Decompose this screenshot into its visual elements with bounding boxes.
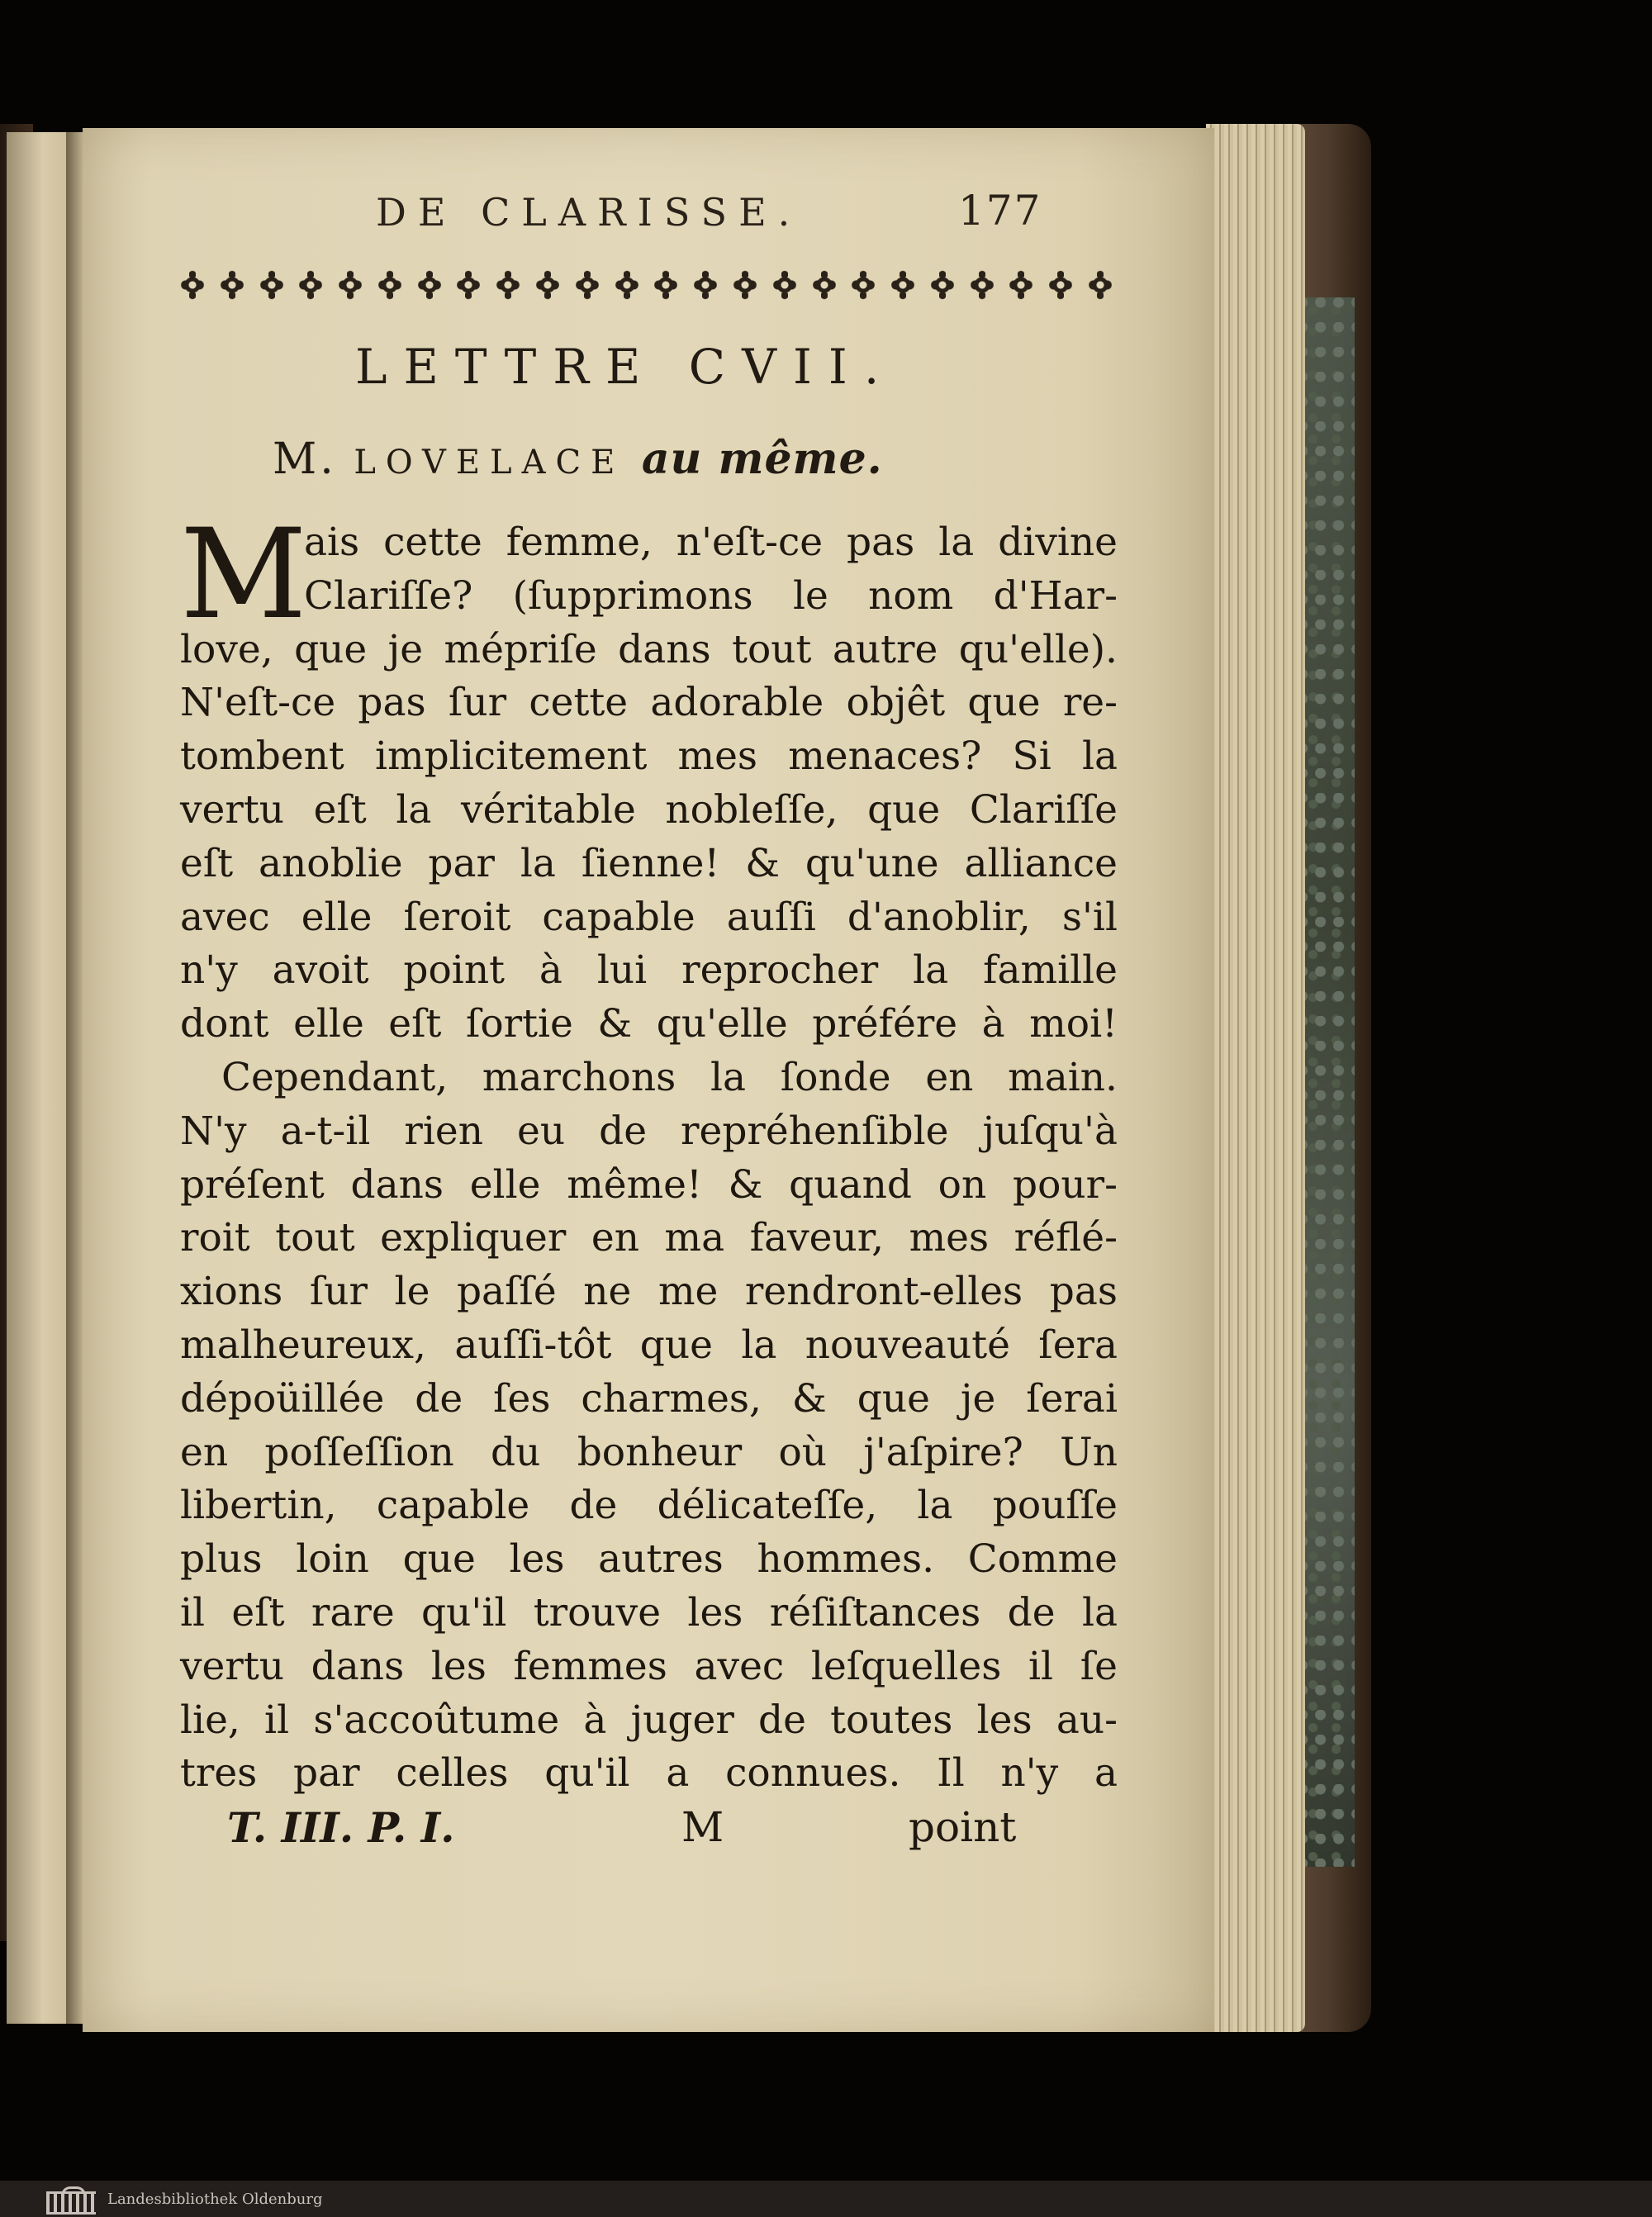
fleuron-ornament-icon bbox=[533, 270, 563, 300]
text-line: vertu eſt la véritable nobleſſe, que Clariſſe bbox=[180, 786, 1118, 833]
fleuron-ornament-icon bbox=[296, 270, 325, 300]
running-head bbox=[83, 187, 1214, 256]
correspondent-suffix: au même. bbox=[641, 434, 883, 484]
text-line: n'y avoit point à lui reprocher la famille bbox=[180, 947, 1118, 994]
fleuron-ornament-icon bbox=[493, 270, 523, 300]
fleuron-ornament-icon bbox=[217, 270, 247, 300]
text-line: malheureux, auſſi-tôt que la nouveauté ſera bbox=[180, 1322, 1118, 1368]
text-line: tres par celles qu'il a connues. Il n'y a bbox=[180, 1750, 1118, 1797]
fleuron-ornament-icon bbox=[572, 270, 602, 300]
text-line: vertu dans les femmes avec leſquelles il ſe bbox=[180, 1643, 1118, 1689]
fleuron-ornament-icon bbox=[730, 270, 760, 300]
text-line: dont elle eſt ſortie & qu'elle préfére à moi! bbox=[180, 1001, 1118, 1047]
drop-cap: M bbox=[180, 503, 307, 647]
catchword: point bbox=[909, 1803, 1017, 1851]
text-line: N'y a-t-il rien eu de repréhenſible juſqu'à bbox=[180, 1108, 1118, 1154]
signature-letter: M bbox=[681, 1803, 724, 1851]
fleuron-ornament-icon bbox=[375, 270, 405, 300]
text-line: avec elle ſeroit capable auſſi d'anoblir, s'il bbox=[180, 894, 1118, 940]
fleuron-ornament-icon bbox=[691, 270, 720, 300]
fleuron-ornament-icon bbox=[770, 270, 800, 300]
fleuron-ornament-icon bbox=[928, 270, 957, 300]
fleuron-ornament-icon bbox=[612, 270, 642, 300]
letter-body bbox=[180, 503, 1118, 1801]
text-line: love, que je mépriſe dans tout autre qu'elle). bbox=[180, 626, 1118, 672]
fleuron-ornament-icon bbox=[888, 270, 918, 300]
text-line: dépoüillée de ſes charmes, & que je ſerai bbox=[180, 1375, 1118, 1422]
text-line: eſt anoblie par la ſienne! & qu'une alliance bbox=[180, 840, 1118, 886]
text-line: libertin, capable de délicateſſe, la pouſſe bbox=[180, 1483, 1118, 1529]
correspondents-heading bbox=[273, 434, 883, 484]
fleuron-ornament-icon bbox=[809, 270, 839, 300]
text-line: xions ſur le paſſé ne me rendront-elles pas bbox=[180, 1269, 1118, 1315]
library-name: Landesbibliothek Oldenburg bbox=[107, 2190, 323, 2208]
fleuron-ornament-icon bbox=[1006, 270, 1036, 300]
fleuron-ornament-icon bbox=[967, 270, 997, 300]
text-line: en poſſeſſion du bonheur où j'aſpire? Un bbox=[180, 1429, 1118, 1475]
signature-mark: T. III. P. I. bbox=[227, 1803, 455, 1852]
previous-page-edge bbox=[7, 132, 73, 2024]
fleuron-ornament-icon bbox=[453, 270, 483, 300]
fleuron-ornament-icon bbox=[335, 270, 365, 300]
fleuron-ornament-icon bbox=[415, 270, 444, 300]
library-building-icon bbox=[46, 2186, 96, 2211]
fleuron-ornament-icon bbox=[651, 270, 681, 300]
text-line: tombent implicitement mes menaces? Si la bbox=[180, 733, 1118, 780]
text-line: il eſt rare qu'il trouve les réſiſtances de la bbox=[180, 1589, 1118, 1635]
correspondent-prefix: M. bbox=[273, 434, 337, 484]
letter-title: LETTRE CVII. bbox=[355, 339, 896, 395]
fleuron-ornament-icon bbox=[1085, 270, 1115, 300]
text-line: Clariſſe? (ſupprimons le nom d'Har- bbox=[304, 572, 1118, 619]
ornament-band bbox=[178, 262, 1115, 308]
cover-marbling bbox=[1297, 297, 1355, 1867]
running-title: DE CLARISSE. bbox=[376, 190, 802, 235]
library-footer bbox=[0, 2181, 1652, 2217]
text-line: roit tout expliquer en ma faveur, mes réflé- bbox=[180, 1215, 1118, 1261]
fleuron-ornament-icon bbox=[1046, 270, 1075, 300]
correspondent-name: LOVELACE bbox=[354, 444, 625, 482]
text-line: préſent dans elle même! & quand on pour- bbox=[180, 1161, 1118, 1208]
text-line: Cependant, marchons la ſonde en main. bbox=[221, 1054, 1118, 1100]
page-number: 177 bbox=[958, 187, 1042, 235]
book-page bbox=[83, 128, 1214, 2032]
text-line: plus loin que les autres hommes. Comme bbox=[180, 1536, 1118, 1583]
fleuron-ornament-icon bbox=[178, 270, 207, 300]
text-line: ais cette femme, n'eſt-ce pas la divine bbox=[304, 520, 1118, 565]
page-edges bbox=[1206, 124, 1305, 2032]
fleuron-ornament-icon bbox=[848, 270, 878, 300]
text-line: N'eſt-ce pas ſur cette adorable objêt que re- bbox=[180, 680, 1118, 726]
fleuron-ornament-icon bbox=[257, 270, 287, 300]
text-line: lie, il s'accoûtume à juger de toutes les au- bbox=[180, 1697, 1118, 1743]
